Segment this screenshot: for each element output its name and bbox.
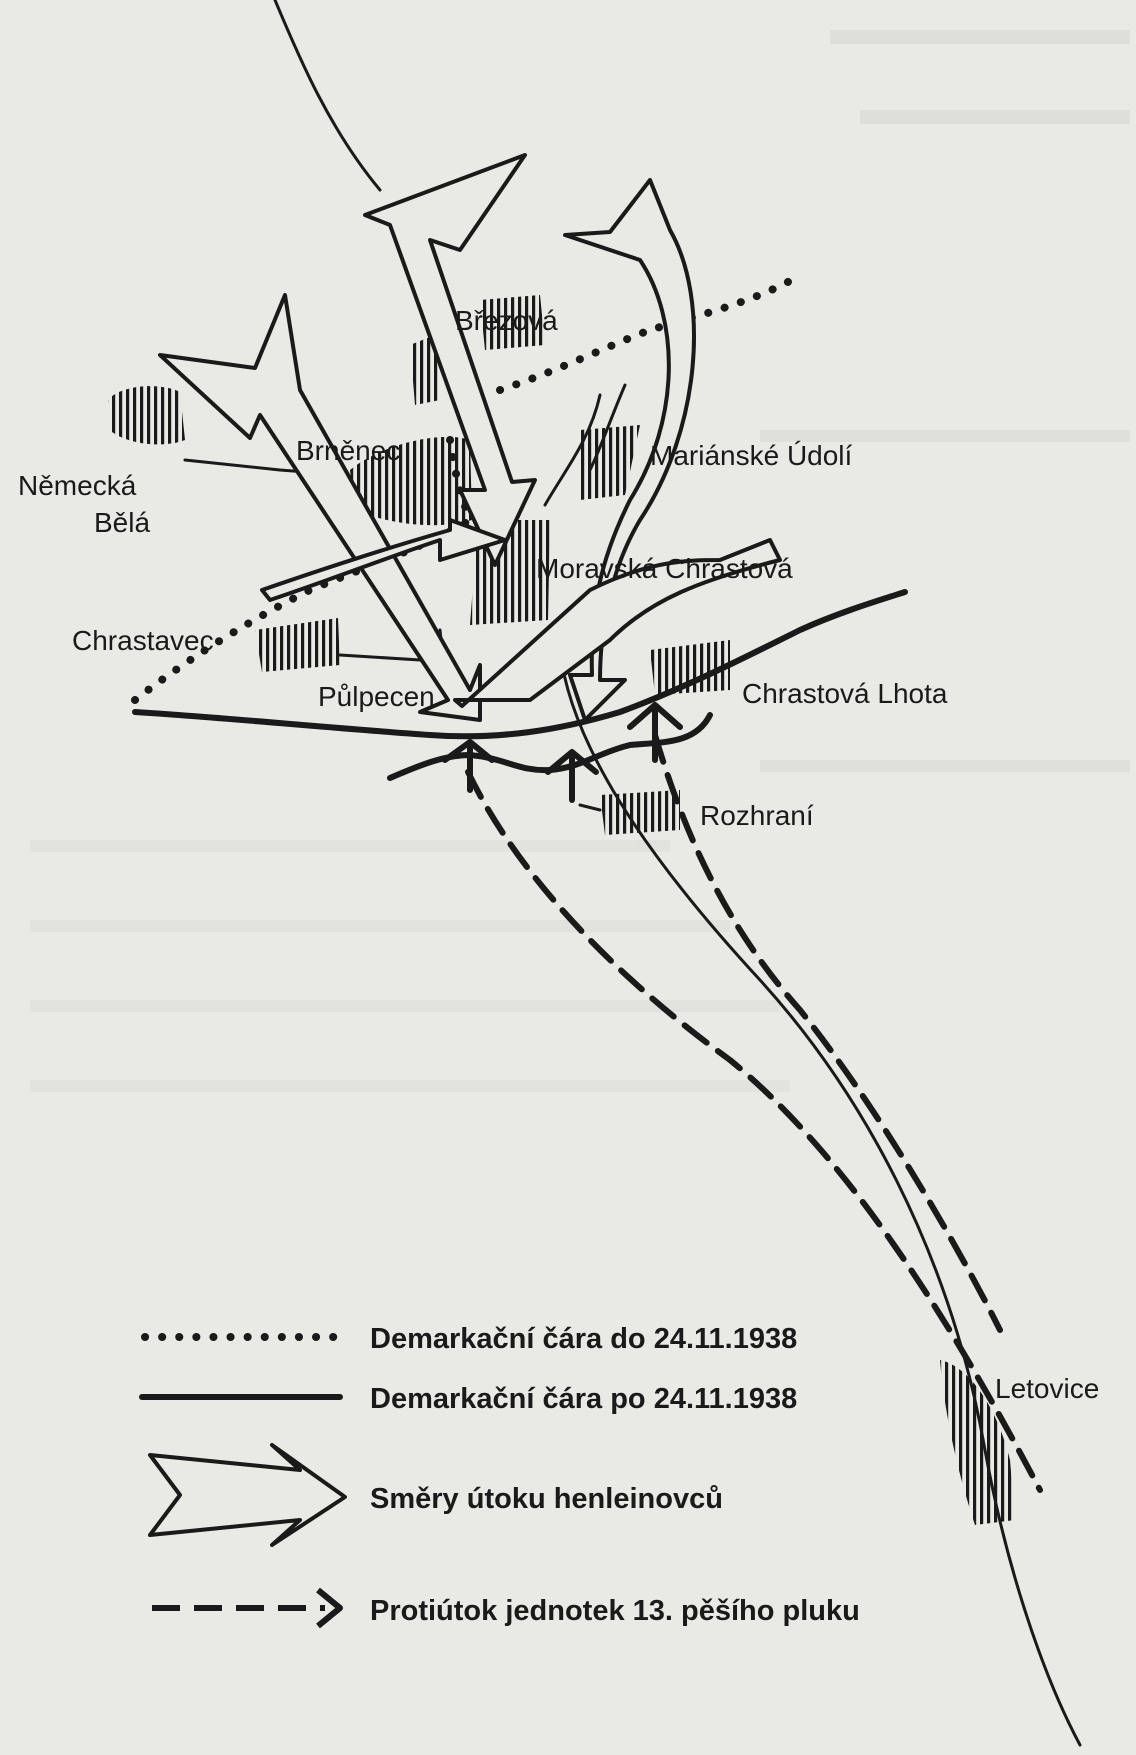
label-chrastova-lhota: Chrastová Lhota	[742, 678, 948, 709]
label-chrastavec: Chrastavec	[72, 625, 214, 656]
road-rozhrani	[580, 805, 600, 810]
attack-arrows	[160, 155, 780, 720]
legend-counter-label: Protiútok jednotek 13. pěšího pluku	[370, 1595, 860, 1627]
place-labels	[18, 305, 1099, 1404]
settlement-rozhrani	[600, 790, 680, 835]
settlement-chrastavec	[255, 618, 340, 672]
counter-arrow-1	[445, 742, 492, 790]
label-letovice: Letovice	[995, 1373, 1100, 1404]
label-pulpecen: Půlpecen	[318, 681, 435, 712]
road-north	[275, 0, 380, 190]
label-brnenec: Brněnec	[296, 435, 401, 466]
legend-solid-label: Demarkační čára po 24.11.1938	[370, 1383, 798, 1415]
settlement-nemecka-bela	[108, 386, 185, 444]
label-marianske-udoli: Mariánské Údolí	[650, 440, 853, 471]
legend-attack-arrow	[150, 1445, 345, 1545]
legend	[142, 1323, 860, 1627]
label-brezova: Březová	[455, 305, 558, 336]
counter-arrow-3	[630, 705, 680, 760]
legend-dotted-label: Demarkační čára do 24.11.1938	[370, 1323, 798, 1355]
label-nemecka-bela-2: Bělá	[94, 507, 151, 538]
label-moravska-chrastova: Moravská Chrastová	[536, 553, 793, 584]
label-nemecka-bela-1: Německá	[18, 470, 137, 501]
settlement-marianske-udoli	[580, 425, 640, 500]
label-rozhrani: Rozhraní	[700, 800, 814, 831]
legend-attack-label: Směry útoku henleinovců	[370, 1483, 723, 1515]
